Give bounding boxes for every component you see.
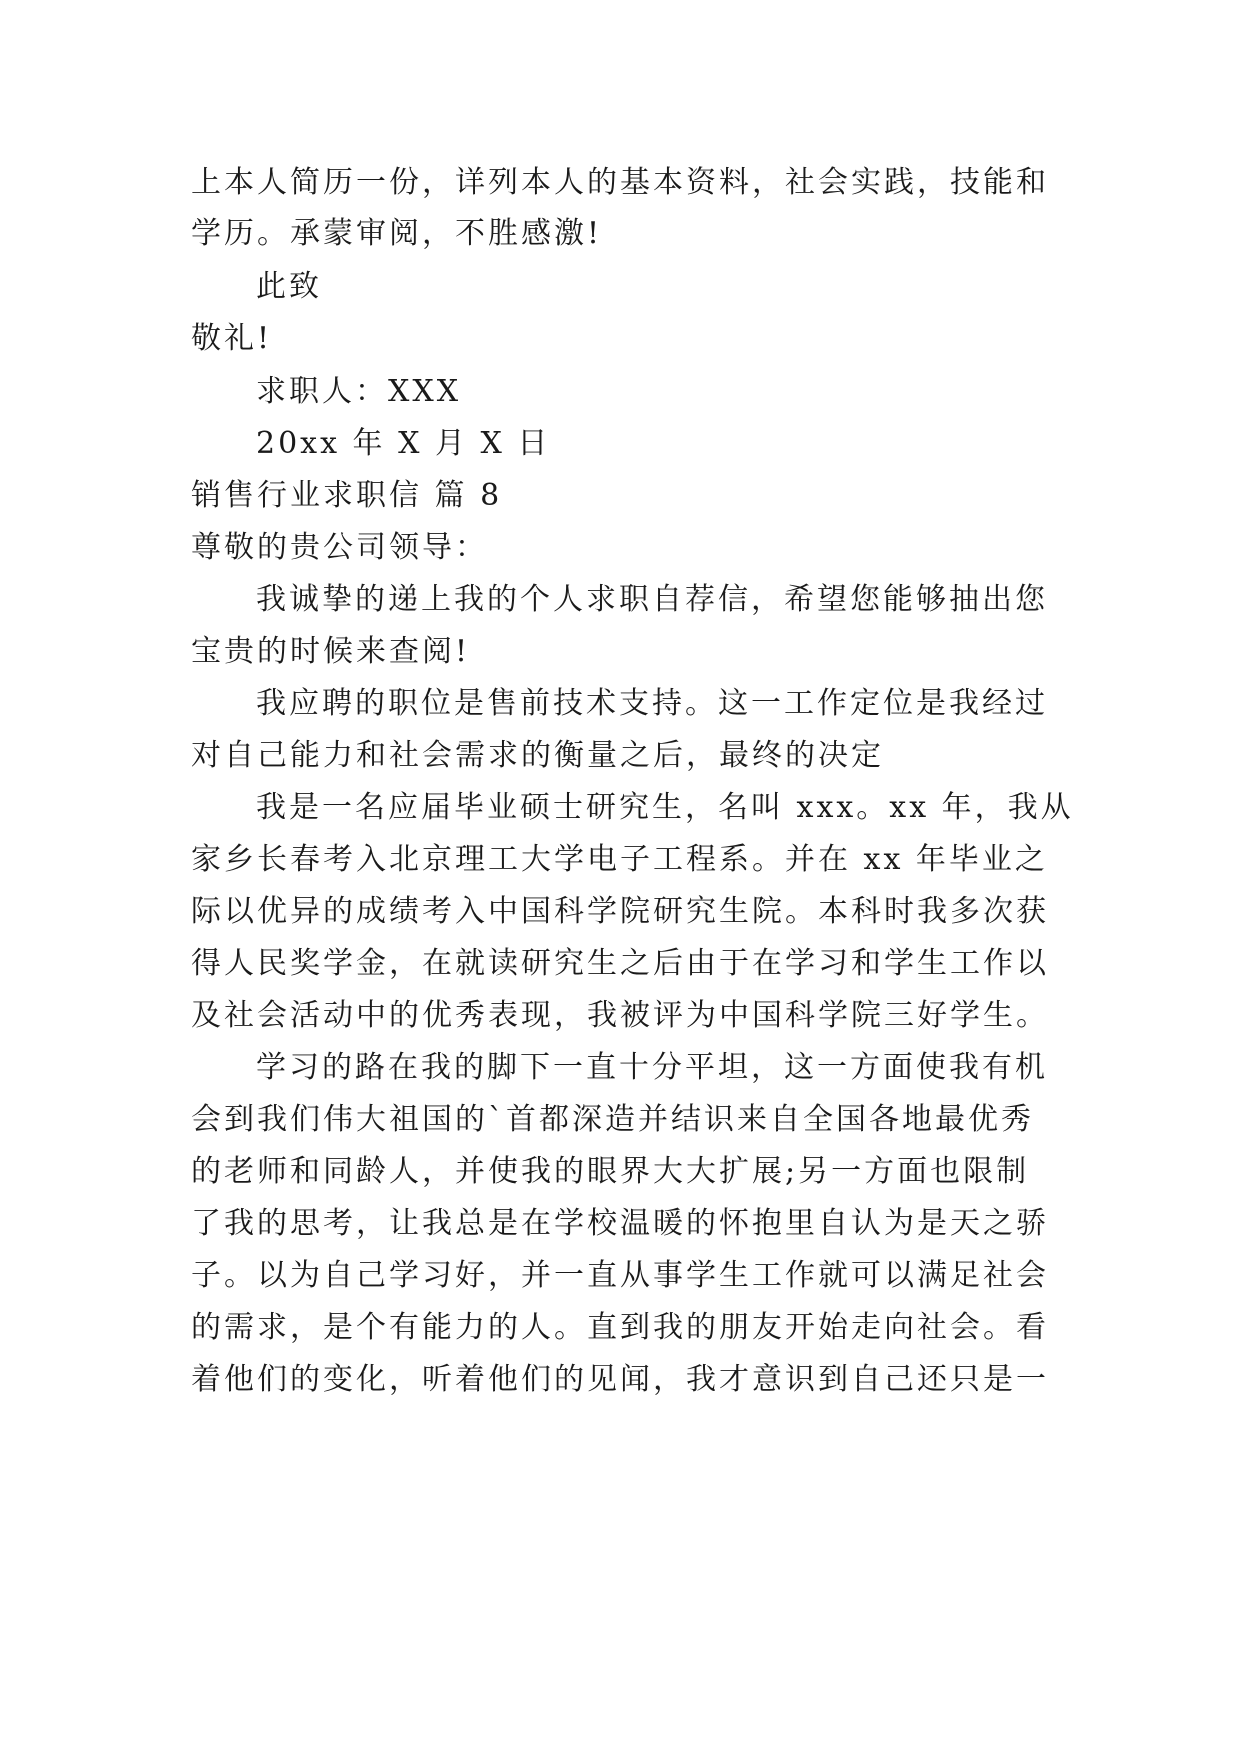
- text-line: 了我的思考，让我总是在学校温暖的怀抱里自认为是天之骄: [191, 1206, 1049, 1241]
- text-line: 的老师和同龄人，并使我的眼界大大扩展;另一方面也限制: [191, 1154, 1030, 1189]
- text-line: 会到我们伟大祖国的`首都深造并结识来自全国各地最优秀: [191, 1102, 1034, 1137]
- date-line: 20xx 年 X 月 X 日: [256, 426, 551, 461]
- signature-line: 求职人：XXX: [256, 374, 462, 409]
- text-line: 我是一名应届毕业硕士研究生，名叫 xxx。xx 年，我从: [256, 790, 1074, 825]
- text-line: 际以优异的成绩考入中国科学院研究生院。本科时我多次获: [191, 894, 1049, 929]
- closing-respect: 敬礼!: [191, 321, 273, 356]
- text-line: 着他们的变化，听着他们的见闻，我才意识到自己还只是一: [191, 1362, 1049, 1397]
- text-line: 学历。承蒙审阅，不胜感激!: [191, 216, 603, 251]
- text-line: 我诚挚的递上我的个人求职自荐信，希望您能够抽出您: [256, 582, 1048, 617]
- section-heading: 销售行业求职信 篇 8: [191, 478, 503, 513]
- closing-salutation: 此致: [256, 269, 322, 304]
- text-line: 得人民奖学金，在就读研究生之后由于在学习和学生工作以: [191, 946, 1049, 981]
- text-line: 学习的路在我的脚下一直十分平坦，这一方面使我有机: [256, 1050, 1048, 1085]
- text-line: 上本人简历一份，详列本人的基本资料，社会实践，技能和: [191, 165, 1049, 200]
- text-line: 的需求，是个有能力的人。直到我的朋友开始走向社会。看: [191, 1310, 1049, 1345]
- text-line: 我应聘的职位是售前技术支持。这一工作定位是我经过: [256, 686, 1048, 721]
- text-line: 子。以为自己学习好，并一直从事学生工作就可以满足社会: [191, 1258, 1049, 1293]
- text-line: 宝贵的时候来查阅!: [191, 634, 471, 669]
- text-line: 家乡长春考入北京理工大学电子工程系。并在 xx 年毕业之: [191, 842, 1048, 877]
- greeting-line: 尊敬的贵公司领导：: [191, 530, 488, 565]
- text-line: 及社会活动中的优秀表现，我被评为中国科学院三好学生。: [191, 998, 1049, 1033]
- text-line: 对自己能力和社会需求的衡量之后，最终的决定: [191, 738, 884, 773]
